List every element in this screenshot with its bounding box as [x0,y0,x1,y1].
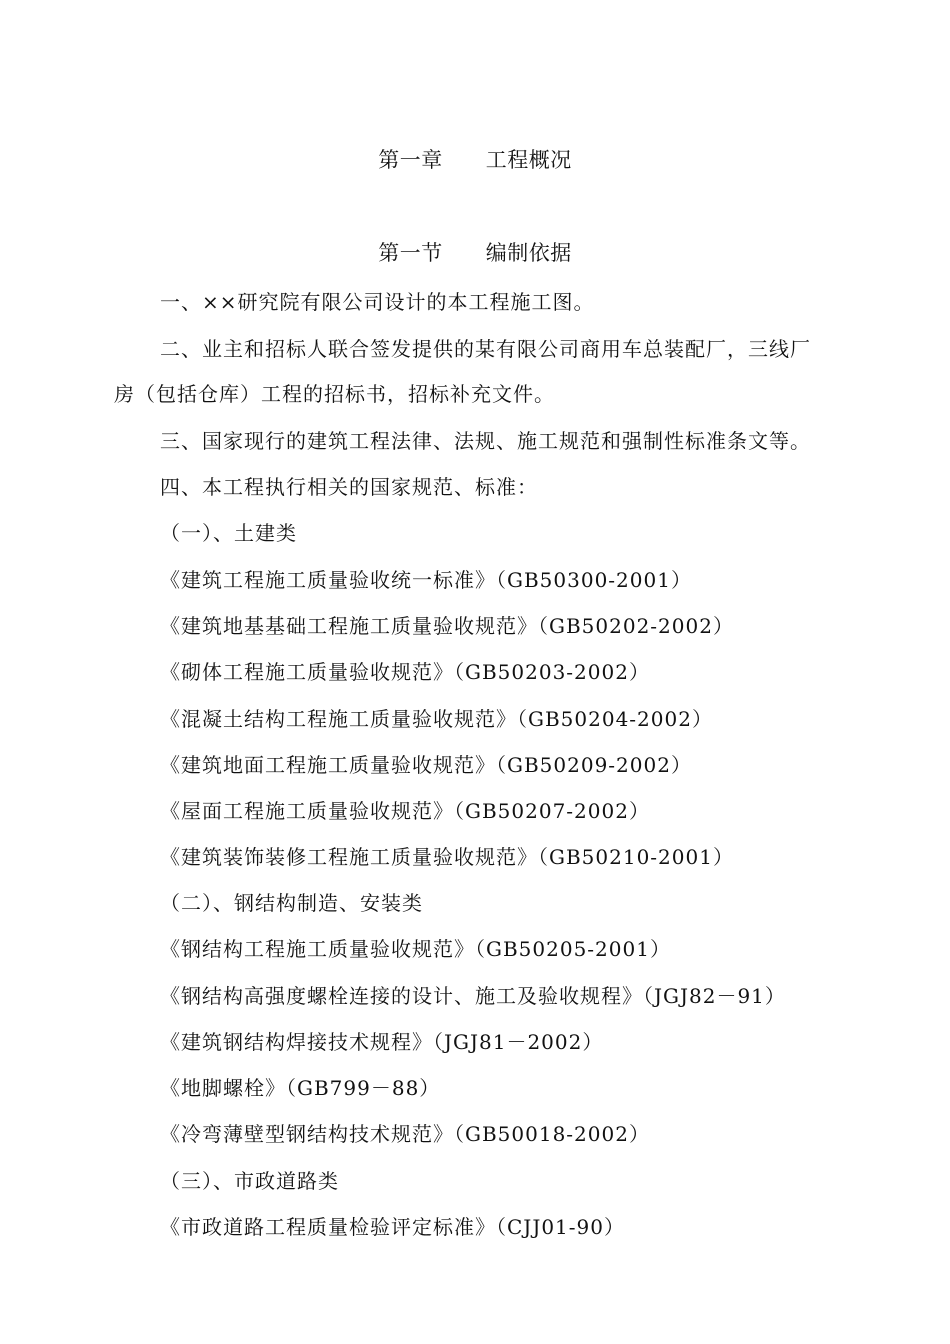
standard-item: 《建筑地面工程施工质量验收规范》（GB50209-2002） [160,753,692,777]
paragraph-4: 四、本工程执行相关的国家规范、标准： [160,475,538,499]
category-steel: （二）、钢结构制造、安装类 [160,891,423,915]
paragraph-2-line-1: 二、业主和招标人联合签发提供的某有限公司商用车总装配厂，三线厂 [160,337,811,361]
standard-item: 《建筑地基基础工程施工质量验收规范》（GB50202-2002） [160,614,734,638]
standard-item: 《钢结构高强度螺栓连接的设计、施工及验收规程》（JGJ82－91） [160,984,786,1008]
standard-item: 《冷弯薄壁型钢结构技术规范》（GB50018-2002） [160,1122,650,1146]
paragraph-3: 三、国家现行的建筑工程法律、法规、施工规范和强制性标准条文等。 [160,429,811,453]
paragraph-1: 一、××研究院有限公司设计的本工程施工图。 [160,290,595,314]
standard-item: 《砌体工程施工质量验收规范》（GB50203-2002） [160,660,650,684]
standard-item: 《屋面工程施工质量验收规范》（GB50207-2002） [160,799,650,823]
standard-item: 《建筑工程施工质量验收统一标准》（GB50300-2001） [160,568,692,592]
standard-item: 《建筑钢结构焊接技术规程》（JGJ81－2002） [160,1030,604,1054]
standard-item: 《建筑装饰装修工程施工质量验收规范》（GB50210-2001） [160,845,734,869]
standard-item: 《市政道路工程质量检验评定标准》（CJJ01-90） [160,1215,625,1239]
category-civil: （一）、土建类 [160,521,297,545]
category-municipal: （三）、市政道路类 [160,1169,339,1193]
standard-item: 《混凝土结构工程施工质量验收规范》（GB50204-2002） [160,707,713,731]
standard-item: 《地脚螺栓》（GB799－88） [160,1076,441,1100]
paragraph-2-line-2: 房（包括仓库）工程的招标书，招标补充文件。 [114,382,555,406]
section-title: 第一节 编制依据 [378,241,572,265]
chapter-title: 第一章 工程概况 [378,148,572,172]
standard-item: 《钢结构工程施工质量验收规范》（GB50205-2001） [160,937,671,961]
